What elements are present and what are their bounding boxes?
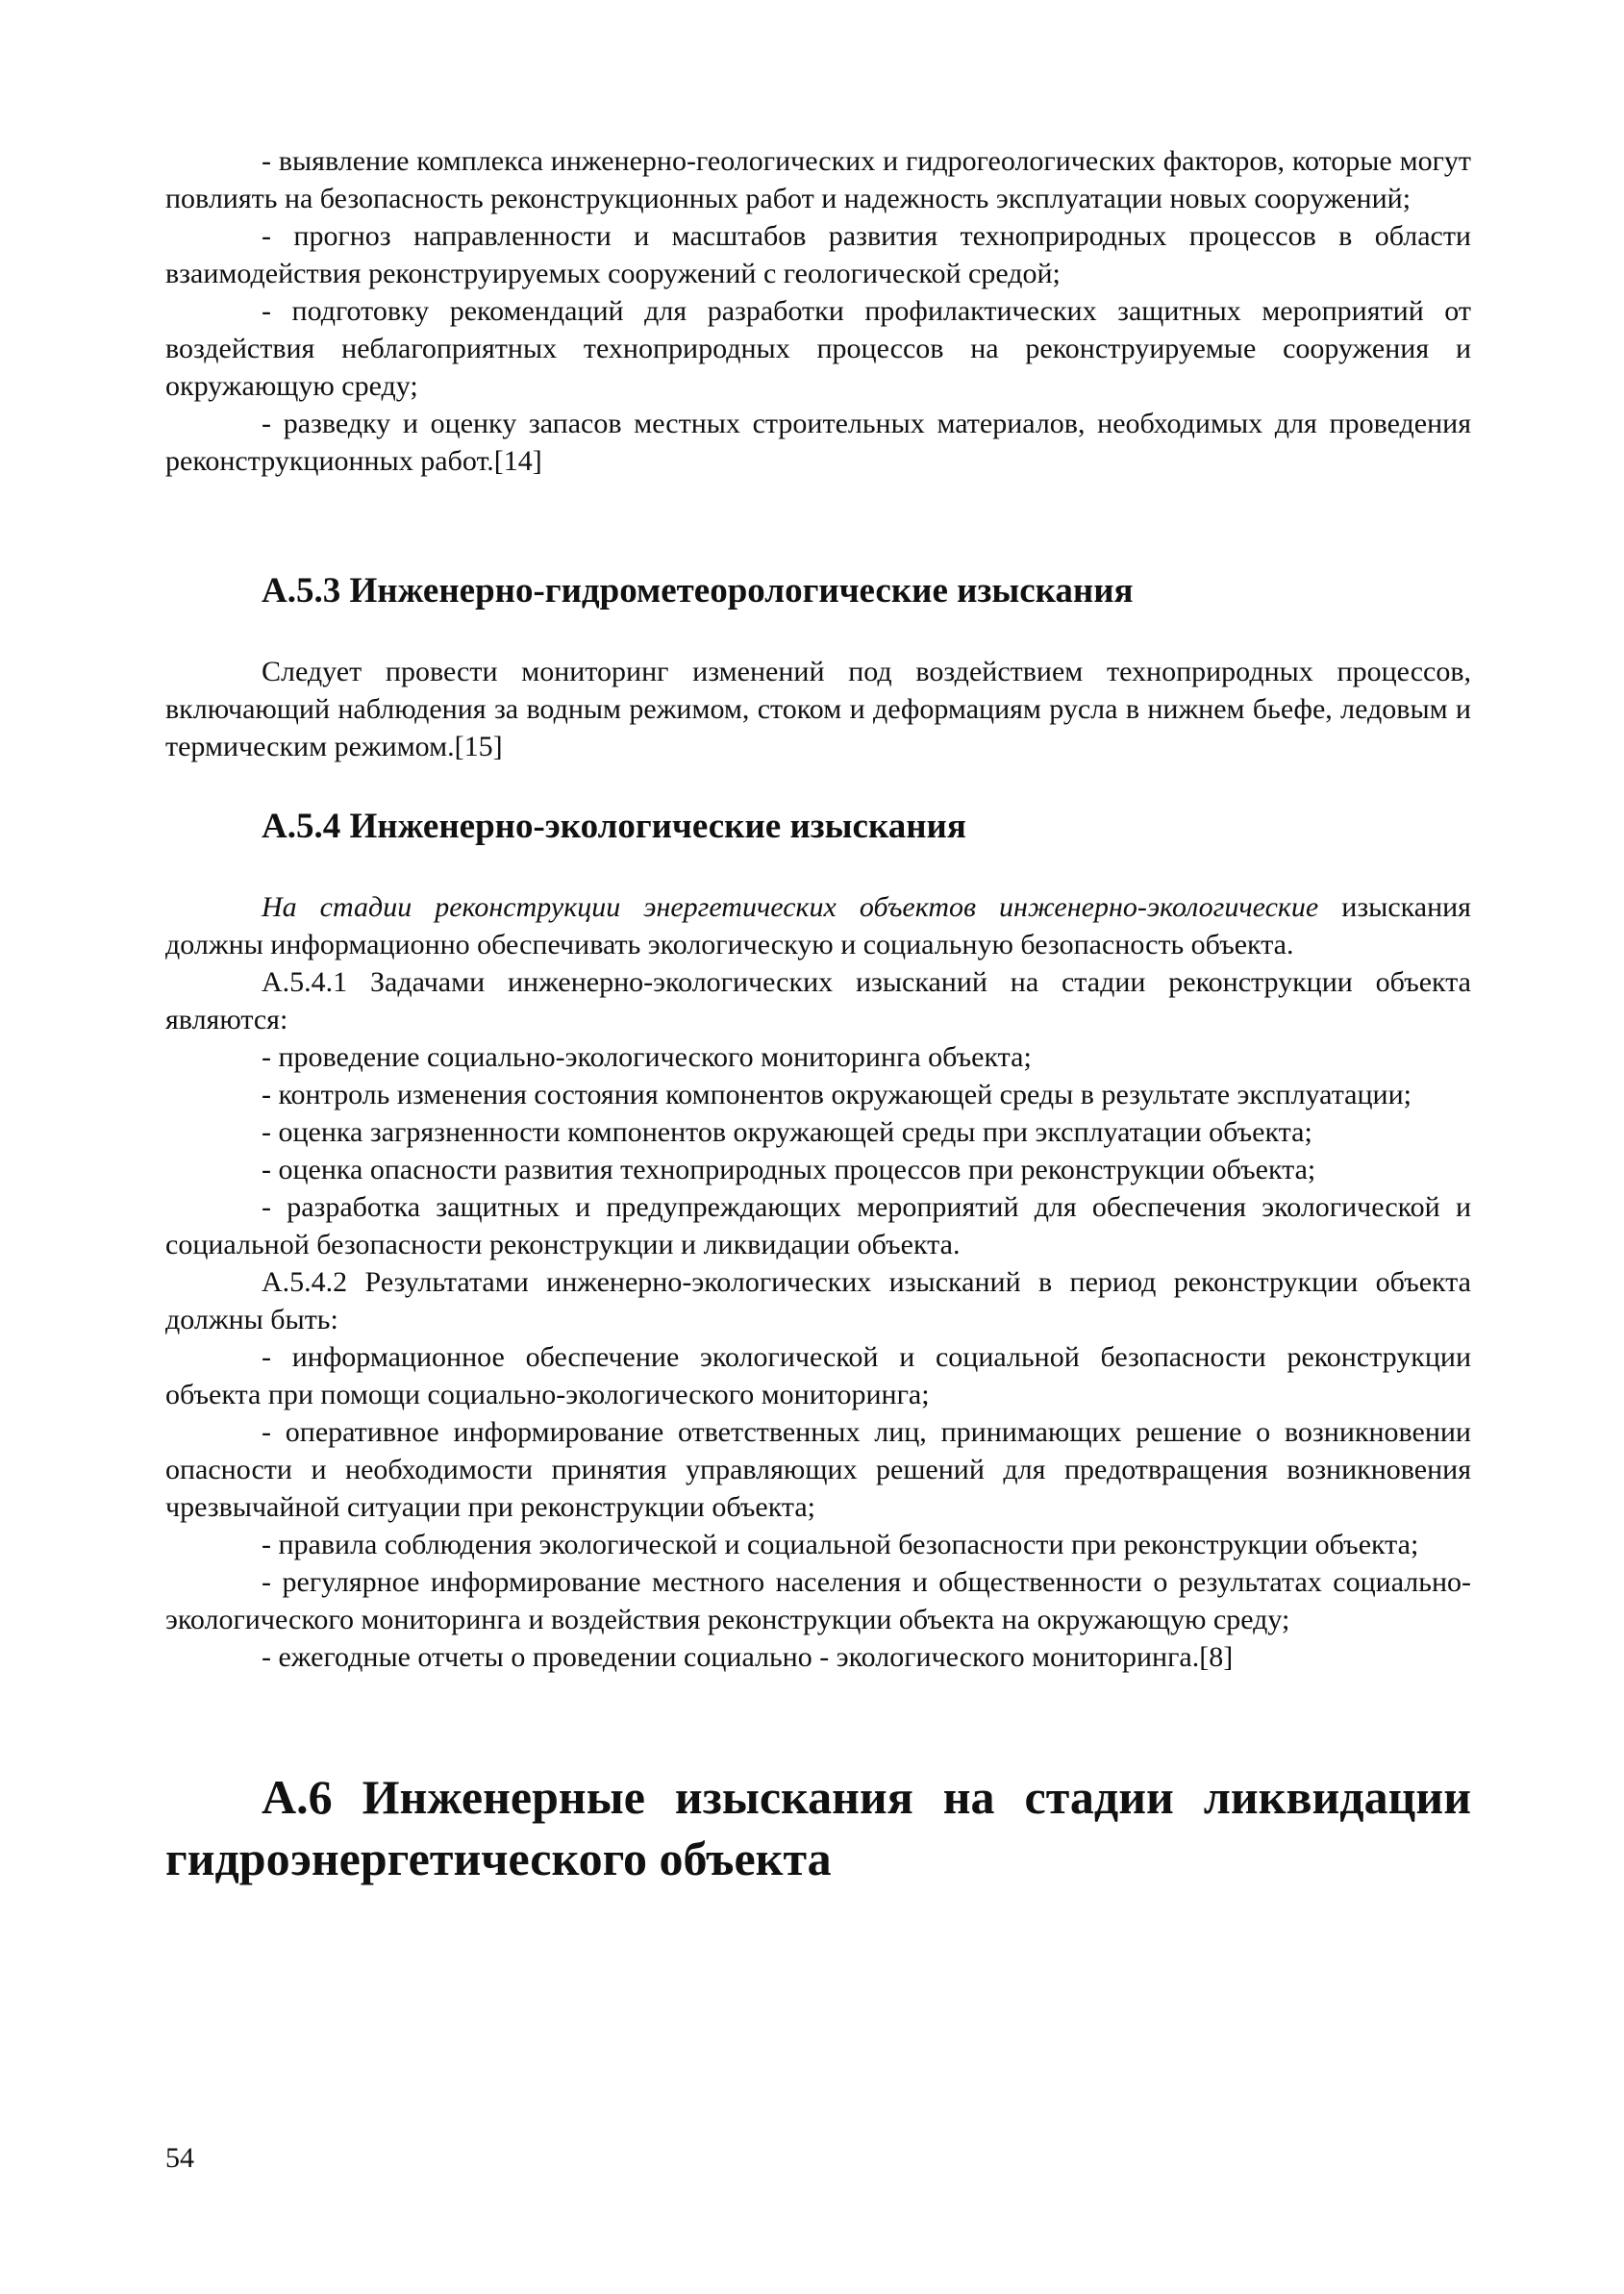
spacer: [165, 1676, 1471, 1766]
section-heading-a54: А.5.4 Инженерно-экологические изыскания: [262, 807, 966, 846]
result-item: - информационное обеспечение экологической и социальной безопасности реконструкции объекта при помощи социально-экологического мониторинга;: [165, 1341, 1471, 1410]
intro-italic-text: На стадии реконструкции энергетических объектов инженерно-экологические: [262, 891, 1319, 923]
spacer: [165, 480, 1471, 570]
section-heading-a6: А.6 Инженерные изыскания на стадии ликвидации гидроэнергетического объекта: [165, 1770, 1471, 1885]
bullet-forecast: - прогноз направленности и масштабов развития техноприродных процессов в области взаимодействия реконструируемых сооружений с геологической средой;: [165, 220, 1471, 289]
page-number: 54: [165, 2142, 194, 2174]
clause-a541: А.5.4.1 Задачами инженерно-экологических изысканий на стадии реконструкции объекта являются:: [165, 966, 1471, 1035]
paragraph-monitoring: Следует провести мониторинг изменений под воздействием техноприродных процессов, включающий наблюдения за водным режимом, стоком и деформациям русла в нижнем бьефе, ледовым и термическим режимом.[15]: [165, 656, 1471, 762]
task-item: - оценка загрязненности компонентов окружающей среды при эксплуатации объекта;: [262, 1116, 1312, 1148]
intro-text: изыскания должны информационно обеспечивать экологическую и социальную безопасность объекта.: [165, 891, 1471, 960]
task-item: - разработка защитных и предупреждающих мероприятий для обеспечения экологической и социальной безопасности реконструкции и ликвидации объекта.: [165, 1191, 1471, 1260]
bullet-recommendations: - подготовку рекомендаций для разработки профилактических защитных мероприятий от воздействия неблагоприятных техноприродных процессов на реконструируемые сооружения и окружающую среду;: [165, 295, 1471, 402]
section-heading-a53: А.5.3 Инженерно-гидрометеорологические изыскания: [262, 571, 1134, 611]
spacer: [165, 612, 1471, 653]
bullet-geological-factors: - выявление комплекса инженерно-геологических и гидрогеологических факторов, которые могут повлиять на безопасность реконструкционных работ и надежность эксплуатации новых сооружений;: [165, 145, 1471, 214]
result-item: - ежегодные отчеты о проведении социально - экологического мониторинга.[8]: [262, 1641, 1234, 1673]
clause-a542: А.5.4.2 Результатами инженерно-экологических изысканий в период реконструкции объекта должны быть:: [165, 1266, 1471, 1335]
paragraph-intro: [165, 888, 1471, 963]
task-item: - проведение социально-экологического мониторинга объекта;: [262, 1041, 1032, 1073]
page-content: [165, 142, 1471, 1889]
task-item: - оценка опасности развития техноприродных процессов при реконструкции объекта;: [262, 1154, 1316, 1185]
spacer: [165, 848, 1471, 888]
spacer: [165, 765, 1471, 806]
result-item: - оперативное информирование ответственных лиц, принимающих решение о возникновении опасности и необходимости принятия управляющих решений для предотвращения возникновения чрезвычайной ситуации при реконструкции объекта;: [165, 1416, 1471, 1523]
bullet-materials: - разведку и оценку запасов местных строительных материалов, необходимых для проведения реконструкционных работ.[14]: [165, 408, 1471, 477]
result-item: - регулярное информирование местного населения и общественности о результатах социально-экологического мониторинга и воздействия реконструкции объекта на окружающую среду;: [165, 1566, 1471, 1635]
task-item: - контроль изменения состояния компонентов окружающей среды в результате эксплуатации;: [262, 1079, 1412, 1110]
result-item: - правила соблюдения экологической и социальной безопасности при реконструкции объекта;: [262, 1529, 1419, 1560]
